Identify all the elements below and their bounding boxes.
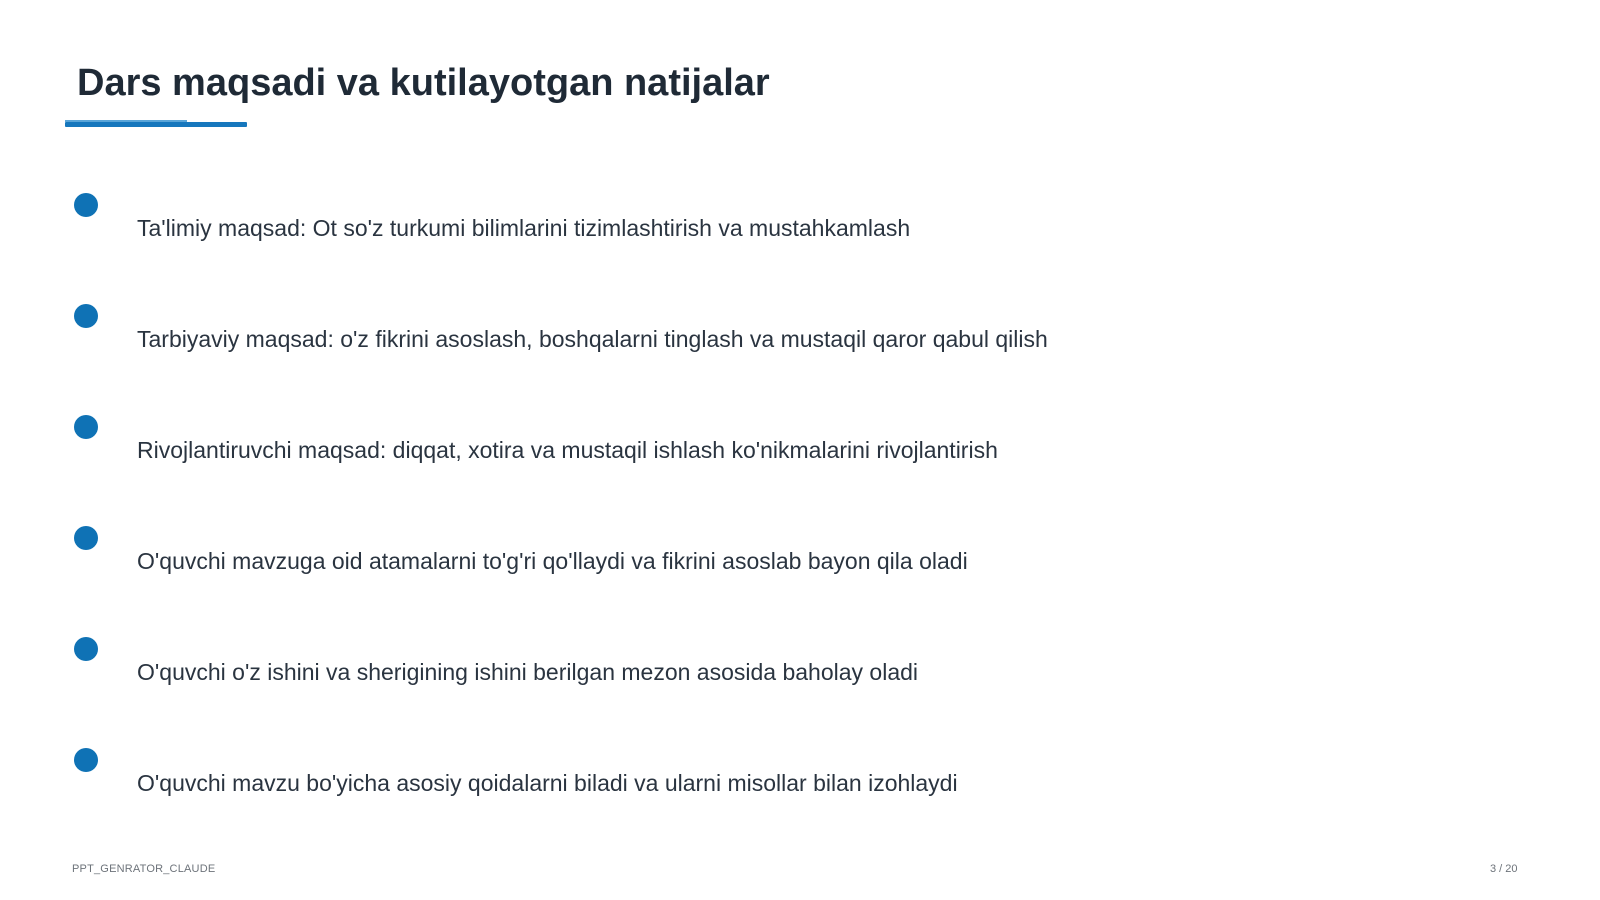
bullet-dot-icon [74, 193, 98, 217]
bullet-dot-icon [74, 304, 98, 328]
bullet-text: O'quvchi mavzuga oid atamalarni to'g'ri qo'llaydi va fikrini asoslab bayon qila oladi [137, 548, 968, 574]
footer-source-label: PPT_GENRATOR_CLAUDE [72, 863, 216, 875]
bullet-dot-icon [74, 637, 98, 661]
bullet-text: Tarbiyaviy maqsad: o'z fikrini asoslash, boshqalarni tinglash va mustaqil qaror qabul qilish [137, 326, 1048, 352]
bullet-dot-icon [74, 526, 98, 550]
list-item [0, 304, 1600, 404]
list-item [0, 193, 1600, 293]
bullet-text: Rivojlantiruvchi maqsad: diqqat, xotira va mustaqil ishlash ko'nikmalarini rivojlantirish [137, 437, 998, 463]
bullet-dot-icon [74, 748, 98, 772]
bullet-text: Ta'limiy maqsad: Ot so'z turkumi bilimlarini tizimlashtirish va mustahkamlash [137, 215, 911, 241]
list-item [0, 415, 1600, 515]
list-item [0, 748, 1600, 848]
slide-title: Dars maqsadi va kutilayotgan natijalar [77, 62, 770, 104]
list-item [0, 526, 1600, 626]
page-indicator: 3 / 20 [1490, 863, 1518, 875]
bullet-text: O'quvchi o'z ishini va sherigining ishini berilgan mezon asosida baholay oladi [137, 659, 919, 685]
list-item [0, 637, 1600, 737]
bullet-text: O'quvchi mavzu bo'yicha asosiy qoidalarni biladi va ularni misollar bilan izohlaydi [137, 770, 958, 796]
bullet-dot-icon [74, 415, 98, 439]
